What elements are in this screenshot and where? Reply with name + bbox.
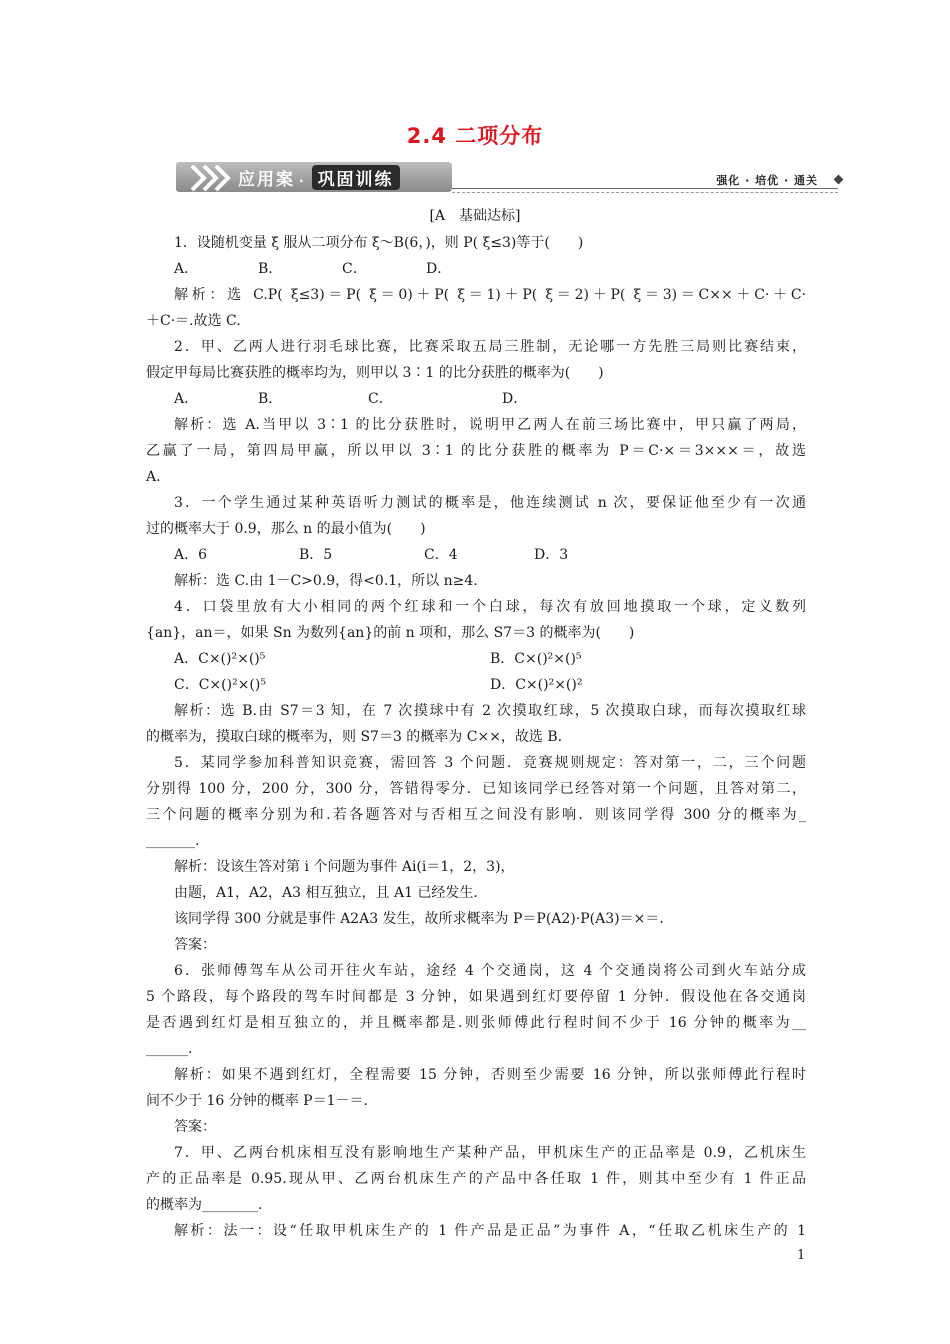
q4-solution-cont: 的概率为，摸取白球的概率为，则 S7＝3 的概率为 C××，故选 B. — [146, 729, 563, 745]
q4-solution: 解析：选 B.由 S7＝3 知，在 7 次摸球中有 2 次摸取红球，5 次摸取白球，而每次摸取红球 — [174, 703, 806, 719]
option-d: D．3 — [534, 547, 569, 563]
banner-box — [176, 162, 452, 192]
option-c: C．4 — [424, 547, 458, 563]
document-body — [146, 230, 806, 1244]
banner-rule — [452, 188, 838, 189]
q2-stem-cont: 假定甲每局比赛获胜的概率均为，则甲以 3∶1 的比分获胜的概率为( ) — [146, 365, 604, 381]
option-a: A． — [174, 391, 199, 407]
q6-solution-cont: 间不少于 16 分钟的概率 P＝1－＝. — [146, 1093, 368, 1109]
q1-options — [146, 256, 806, 282]
page-title: 2.4 二项分布 — [406, 124, 544, 148]
option-d: D．C×()²×()² — [490, 677, 583, 693]
q7-solution: 解析：法一：设“任取甲机床生产的 1 件产品是正品”为事件 A，“任取乙机床生产的 1 — [174, 1223, 806, 1239]
q7-blank: 的概率为________. — [146, 1197, 263, 1213]
q5-answer: 答案： — [174, 937, 216, 953]
option-b: B．5 — [299, 547, 333, 563]
option-a: A． — [174, 261, 199, 277]
option-d: D． — [426, 261, 452, 277]
q2-stem: 2．甲、乙两人进行羽毛球比赛，比赛采取五局三胜制，无论哪一方先胜三局则比赛结束， — [174, 339, 806, 355]
q2-solution-end: A. — [146, 469, 161, 485]
banner-pill-label: 巩固训练 — [312, 165, 400, 190]
banner-title — [238, 165, 400, 190]
section-banner — [176, 160, 848, 196]
q2-solution: 解析：选 A.当甲以 3∶1 的比分获胜时，说明甲乙两人在前三场比赛中，甲只赢了两局， — [174, 417, 806, 433]
q6-stem: 6．张师傅驾车从公司开往火车站，途经 4 个交通岗，这 4 个交通岗将公司到火车站分成 — [174, 963, 806, 979]
option-b: B． — [258, 261, 283, 277]
chevron-arrows-icon — [188, 164, 240, 192]
q5-solution-3: 该同学得 300 分就是事件 A2A3 发生，故所求概率为 P＝P(A2)·P(A3)＝×＝. — [174, 911, 664, 927]
q5-stem-cont2: 三个问题的概率分别为和.若各题答对与否相互之间没有影响．则该同学得 300 分的概率为_ — [146, 807, 806, 823]
option-c: C． — [368, 391, 393, 407]
q3-stem-cont: 过的概率大于 0.9，那么 n 的最小值为( ) — [146, 521, 426, 537]
q6-blank: ______. — [146, 1041, 193, 1057]
q6-answer: 答案： — [174, 1119, 216, 1135]
q1-solution-cont: ＋C·＝.故选 C. — [146, 313, 241, 329]
q5-blank: _______. — [146, 833, 200, 849]
q5-stem-cont: 分别得 100 分，200 分，300 分，答错得零分．已知该同学已经答对第一个问题，且答对第二， — [146, 781, 806, 797]
q4-stem-cont: {an}，an＝，如果 Sn 为数列{an}的前 n 项和，那么 S7＝3 的概率为( ) — [146, 625, 635, 641]
banner-left-label: 应用案 — [238, 170, 295, 190]
option-a: A．C×()²×()⁵ — [174, 651, 266, 667]
q3-stem: 3．一个学生通过某种英语听力测试的概率是，他连续测试 n 次，要保证他至少有一次通 — [174, 495, 806, 511]
q6-stem-cont: 5 个路段，每个路段的驾车时间都是 3 分钟，如果遇到红灯要停留 1 分钟．假设他在各交通岗 — [146, 989, 806, 1005]
q1-stem: 1．设随机变量 ξ 服从二项分布 ξ～B(6，)，则 P( ξ≤3)等于( ) — [174, 235, 584, 251]
q3-options — [146, 542, 806, 568]
page-number: 1 — [797, 1248, 806, 1263]
section-heading: [A 基础达标] — [429, 208, 521, 224]
option-a: A．6 — [174, 547, 208, 563]
q5-stem: 5．某同学参加科普知识竞赛，需回答 3 个问题．竞赛规则规定：答对第一，二，三个问题 — [174, 755, 806, 771]
option-b: B．C×()²×()⁵ — [490, 651, 582, 667]
q5-solution: 解析：设该生答对第 i 个问题为事件 Ai(i＝1，2，3)， — [174, 859, 515, 875]
q7-stem: 7．甲、乙两台机床相互没有影响地生产某种产品，甲机床生产的正品率是 0.9，乙机床生 — [174, 1145, 806, 1161]
q4-stem: 4．口袋里放有大小相同的两个红球和一个白球，每次有放回地摸取一个球，定义数列 — [174, 599, 806, 615]
q2-solution-cont: 乙赢了一局，第四局甲赢，所以甲以 3∶1 的比分获胜的概率为 P＝C·×＝3×××＝，故选 — [146, 443, 806, 459]
q1-solution: 解析：选 C.P( ξ≤3)＝P( ξ＝0)＋P( ξ＝1)＋P( ξ＝2)＋P( ξ＝3)＝C××＋C·＋C· — [174, 287, 806, 303]
q6-solution: 解析：如果不遇到红灯，全程需要 15 分钟，否则至少需要 16 分钟，所以张师傅此行程时 — [174, 1067, 806, 1083]
option-c: C．C×()²×()⁵ — [174, 677, 266, 693]
option-b: B． — [258, 391, 283, 407]
option-c: C． — [342, 261, 367, 277]
q6-stem-cont2: 是否遇到红灯是相互独立的，并且概率都是.则张师傅此行程时间不少于 16 分钟的概率为__ — [146, 1015, 806, 1031]
q5-solution-2: 由题，A1，A2，A3 相互独立，且 A1 已经发生． — [174, 885, 488, 901]
banner-dot: · — [299, 174, 306, 188]
q4-options-row1 — [146, 646, 806, 672]
q7-stem-cont: 产的正品率是 0.95.现从甲、乙两台机床生产的产品中各任取 1 件，则其中至少有 1 件正品 — [146, 1171, 806, 1187]
banner-tagline: 强化 · 培优 · 通关 — [716, 174, 818, 187]
q2-options — [146, 386, 806, 412]
banner-rule-dashed — [452, 192, 838, 193]
q4-options-row2 — [146, 672, 806, 698]
q3-solution: 解析：选 C.由 1－C>0.9，得<0.1，所以 n≥4. — [174, 573, 478, 589]
option-d: D． — [502, 391, 528, 407]
diamond-icon — [834, 175, 844, 185]
